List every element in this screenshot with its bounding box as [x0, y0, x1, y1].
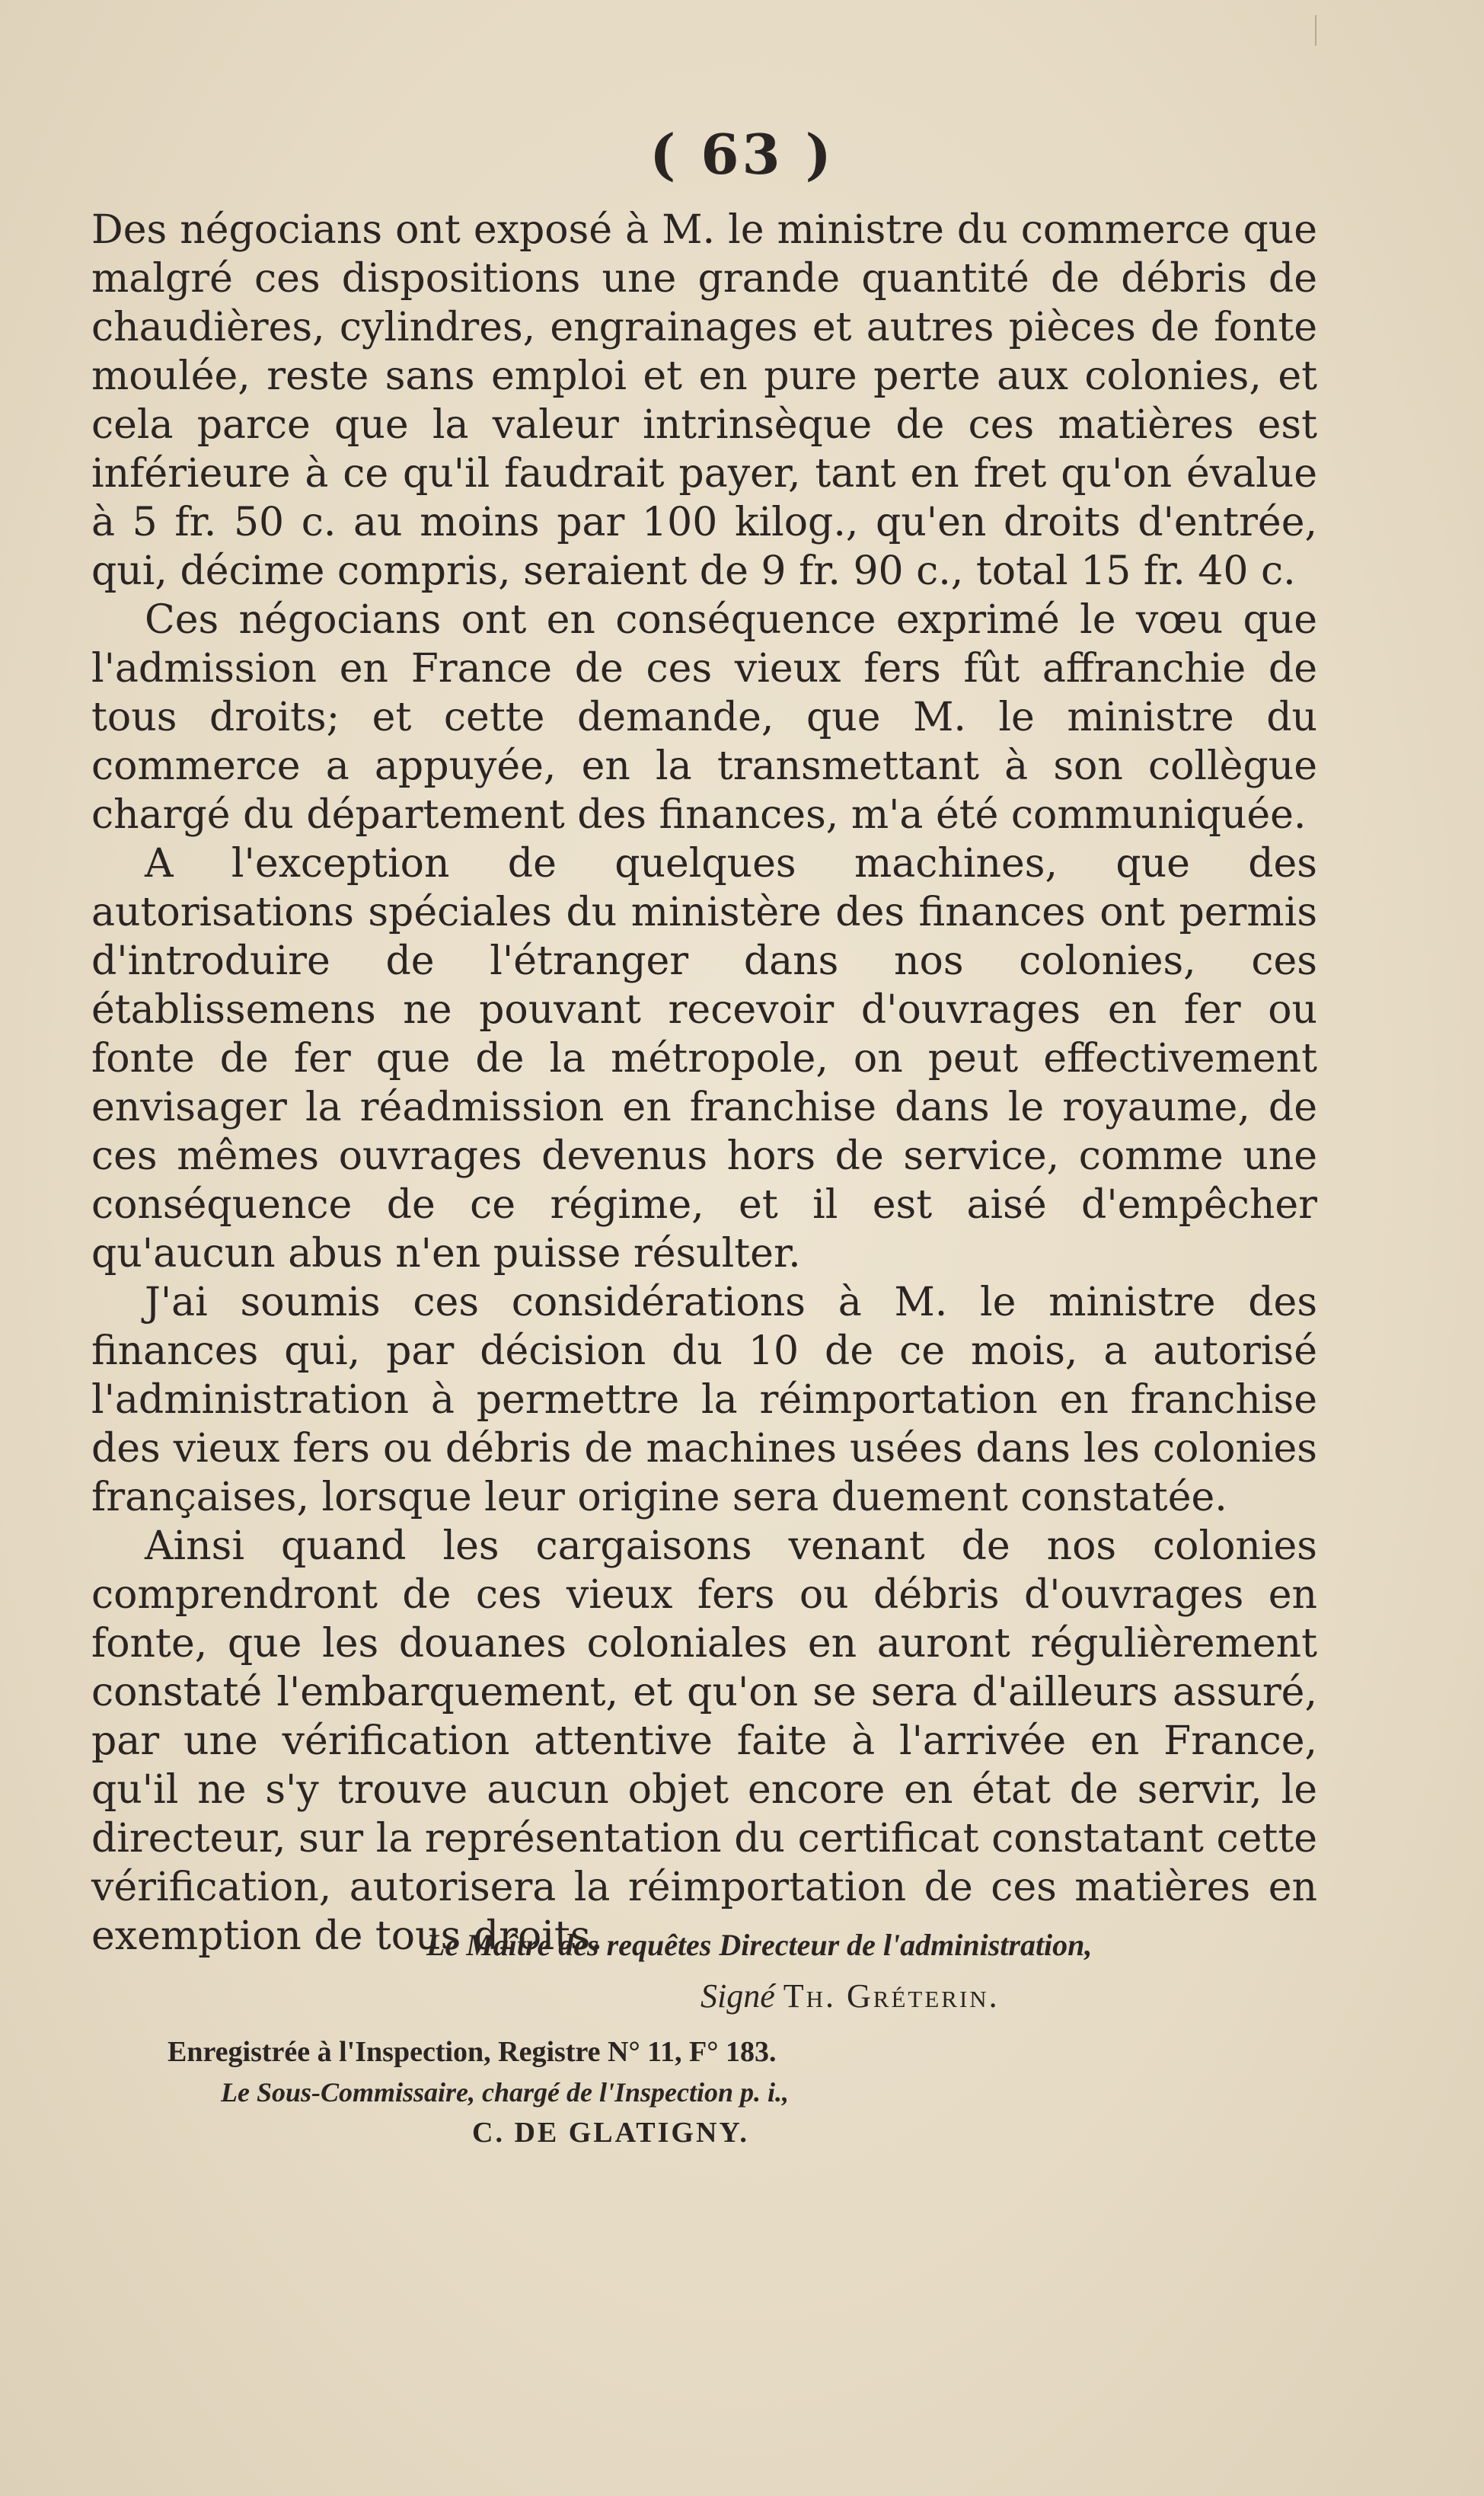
page-number: ( 63 ) — [649, 122, 835, 187]
registration-line: Enregistrée à l'Inspection, Registre N° 11, F° 183. — [168, 2036, 777, 2068]
signatory-name: Th. Gréterin. — [783, 1977, 1000, 2015]
sub-commissioner-line: Le Sous-Commissaire, chargé de l'Inspection p. i., — [221, 2077, 790, 2108]
signe-label: Signé — [701, 1977, 775, 2015]
signature-area — [91, 1927, 1317, 2149]
paragraph-2: Ces négocians ont en conséquence exprimé le vœu que l'admission en France de ces vieux fers fût affranchie de tous droits; et cette demande, que M. le ministre du commerce a appuyée, en la transmettant à son collègue chargé du département des finances, m'a été communiquée. — [91, 597, 1317, 838]
signatory-title: Le Maître des requêtes Directeur de l'administration, — [426, 1928, 1093, 1962]
body-text — [91, 206, 1317, 1961]
paragraph-3: A l'exception de quelques machines, que des autorisations spéciales du ministère des finances ont permis d'introduire de l'étranger dans nos colonies, ces établissemens ne pouvant recevoir d'ouvrages en fer ou fonte de fer que de la métropole, on peut effectivement envisager la réadmission en franchise dans le royaume, de ces mêmes ouvrages devenus hors de service, comme une conséquence de ce régime, et il est aisé d'empêcher qu'aucun abus n'en puisse résulter. — [91, 841, 1317, 1277]
signatory-line — [701, 1977, 1317, 2015]
fold-mark — [1315, 15, 1316, 46]
sub-commissioner-name: C. DE GLATIGNY. — [472, 2117, 749, 2149]
paragraph-1: Des négocians ont exposé à M. le ministre du commerce que malgré ces dispositions une grande quantité de débris de chaudières, cylindres, engrainages et autres pièces de fonte moulée, reste sans emploi et en pure perte aux colonies, et cela parce que la valeur intrinsèque de ces matières est inférieure à ce qu'il faudrait payer, tant en fret qu'on évalue à 5 fr. 50 c. au moins par 100 kilog., qu'en droits d'entrée, qui, décime compris, seraient de 9 fr. 90 c., total 15 fr. 40 c. — [91, 207, 1317, 594]
paragraph-5: Ainsi quand les cargaisons venant de nos colonies comprendront de ces vieux fers ou débris d'ouvrages en fonte, que les douanes coloniales en auront régulièrement constaté l'embarquement, et qu'on se sera d'ailleurs assuré, par une vérification attentive faite à l'arrivée en France, qu'il ne s'y trouve aucun objet encore en état de servir, le directeur, sur la représentation du certificat constatant cette vérification, autorisera la réimportation de ces matières en exemption de tous droits. — [91, 1523, 1317, 1959]
paragraph-4: J'ai soumis ces considérations à M. le ministre des finances qui, par décision du 10 de ce mois, a autorisé l'administration à permettre la réimportation en franchise des vieux fers ou débris de machines usées dans les colonies françaises, lorsque leur origine sera duement constatée. — [91, 1280, 1317, 1520]
